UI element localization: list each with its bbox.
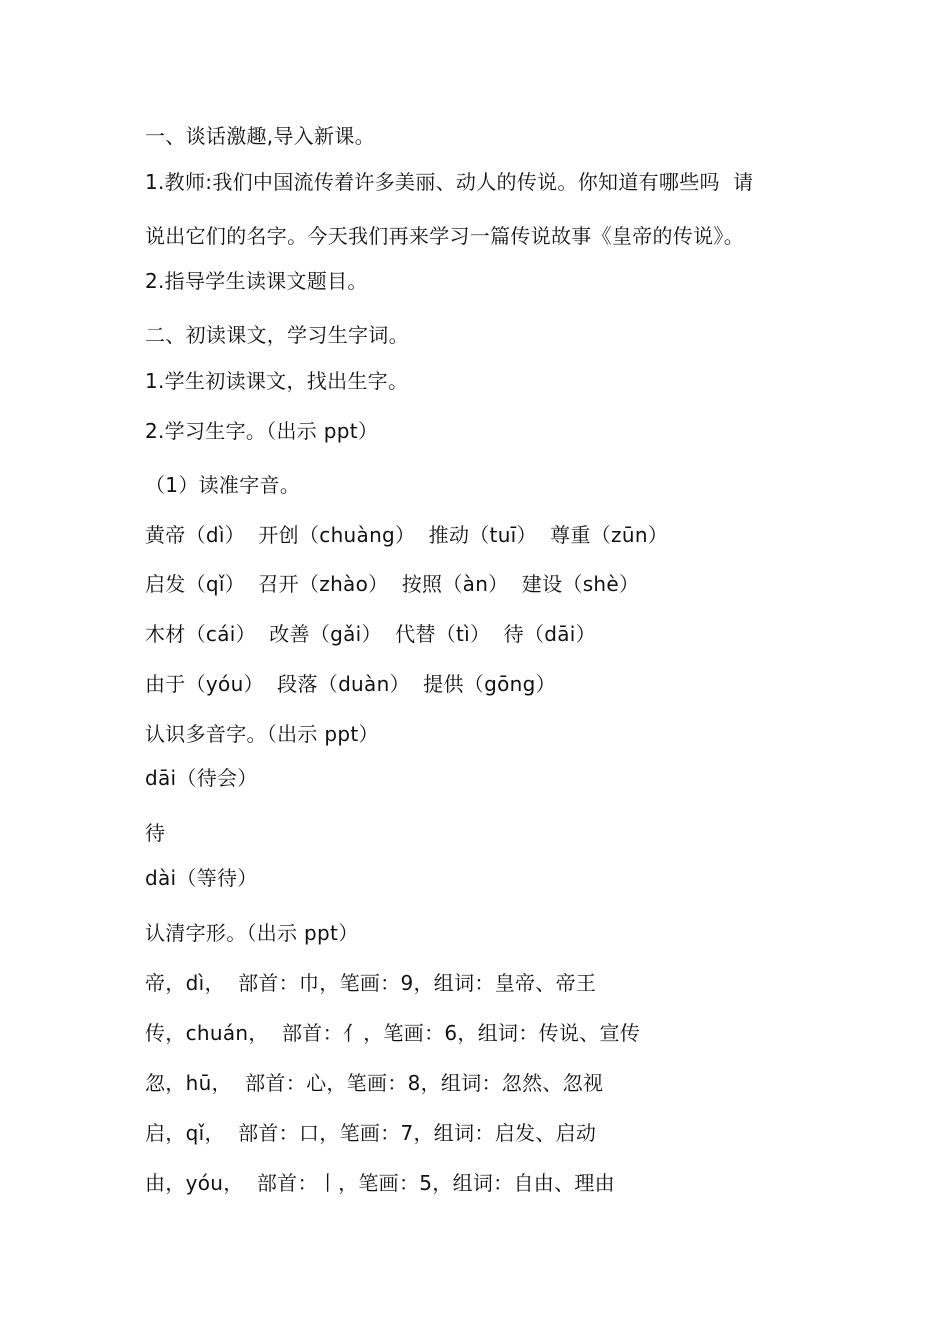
character-line: 帝，dì， 部首：巾，笔画：9，组词：皇帝、帝王 [145, 971, 597, 995]
character-line: 忽，hū， 部首：心，笔画：8，组词：忽然、忽视 [145, 1071, 604, 1095]
character-line: 启，qǐ， 部首：口，笔画：7，组词：启发、启动 [145, 1121, 597, 1145]
paragraph-line: 1.学生初读课文，找出生字。 [145, 369, 409, 393]
vocab-line: 木材（cái） 改善（gǎi） 代替（tì） 待（dāi） [145, 622, 596, 646]
vocab-line: 启发（qǐ） 召开（zhào） 按照（àn） 建设（shè） [145, 572, 640, 596]
paragraph-line: （1）读准字音。 [145, 473, 301, 497]
character-line: 传，chuán， 部首：亻，笔画：6，组词：传说、宣传 [145, 1021, 641, 1045]
vocab-line: 黄帝（dì） 开创（chuàng） 推动（tuī） 尊重（zūn） [145, 523, 669, 547]
polyphone-line: dāi（待会） [145, 766, 258, 790]
paragraph-line: 1.教师:我们中国流传着许多美丽、动人的传说。你知道有哪些吗 请 [145, 170, 754, 194]
vocab-line: 由于（yóu） 段落（duàn） 提供（gōng） [145, 672, 556, 696]
polyphone-char: 待 [145, 821, 166, 845]
section-heading-2: 二、初读课文，学习生字词。 [145, 323, 409, 347]
paragraph-line: 2.指导学生读课文题目。 [145, 269, 368, 293]
character-line: 由，yóu， 部首：丨，笔画：5，组词：自由、理由 [145, 1171, 615, 1195]
paragraph-line: 认识多音字。（出示 ppt） [145, 722, 379, 746]
polyphone-line: dài（等待） [145, 866, 258, 890]
section-heading-1: 一、谈话激趣,导入新课。 [145, 124, 375, 148]
paragraph-line: 认清字形。（出示 ppt） [145, 921, 359, 945]
paragraph-line: 说出它们的名字。今天我们再来学习一篇传说故事《皇帝的传说》。 [145, 224, 744, 248]
paragraph-line: 2.学习生字。（出示 ppt） [145, 419, 379, 443]
